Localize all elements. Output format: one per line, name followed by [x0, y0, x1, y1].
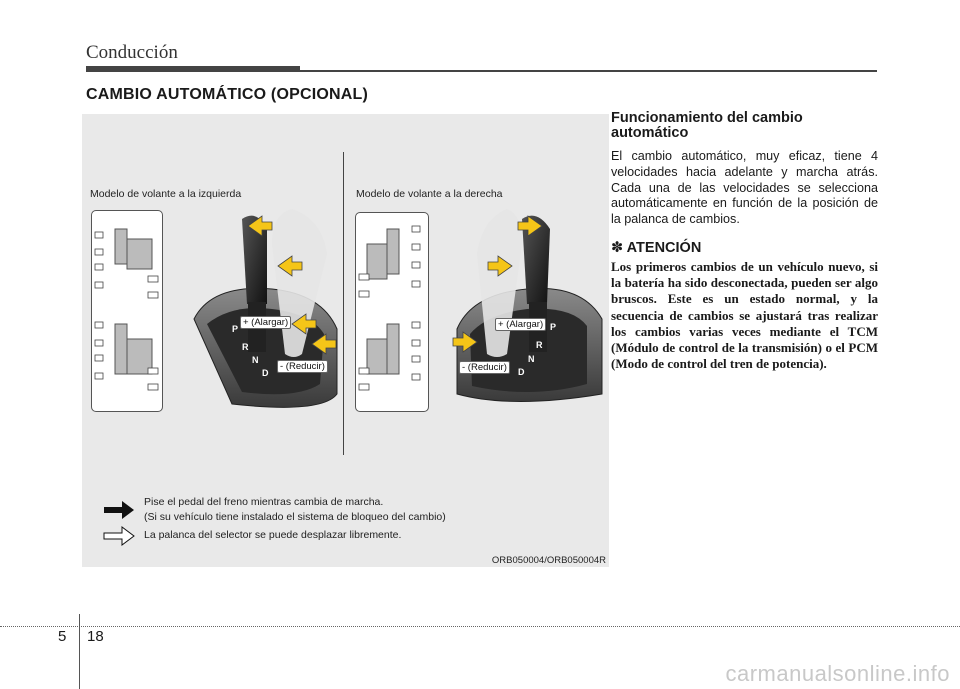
right-shift-down-label: - (Reducir): [459, 361, 510, 374]
right-gate-pattern-bottom: [367, 324, 399, 374]
header-rule-thin: [300, 70, 877, 72]
footer-divider: [79, 614, 80, 689]
left-gear-n: N: [252, 355, 259, 365]
right-gear-n: N: [528, 354, 535, 364]
right-shift-up-label: + (Alargar): [495, 318, 546, 331]
section-title: CAMBIO AUTOMÁTICO (OPCIONAL): [86, 86, 369, 103]
right-gear-r: R: [536, 340, 543, 350]
footer-rule: [0, 626, 960, 628]
right-gate-pattern-top: [367, 229, 399, 279]
left-gear-p: P: [232, 324, 239, 334]
figure-code: ORB050004/ORB050004R: [491, 555, 606, 566]
right-model-label: Modelo de volante a la derecha: [356, 188, 503, 200]
left-gate-pattern-top: [115, 229, 152, 269]
page-number: 18: [87, 628, 104, 645]
subsection-title: Funcionamiento del cambio automático: [611, 110, 803, 141]
left-gear-d: D: [262, 368, 269, 378]
watermark: carmanualsonline.info: [725, 661, 950, 686]
left-shift-down-label: - (Reducir): [277, 360, 328, 373]
caution-text: Los primeros cambios de un vehículo nuevo, si la batería ha sido desconectada, pueden ser algo bruscos. Este es un estado normal, y la secuencia de cambios se ajustará tras realizar los cambios varias veces mediante el TCM (Módulo de control de la transmisión) o el PCM (Modo de control del tren de potencia).: [611, 259, 878, 372]
left-gate-pattern-bottom: [115, 324, 152, 374]
page-header-title: Conducción: [86, 42, 178, 63]
caution-title: ✽ ATENCIÓN: [611, 240, 702, 256]
left-gear-r: R: [242, 342, 249, 352]
legend-outline-arrow: [104, 527, 134, 545]
left-shift-up-label: + (Alargar): [240, 316, 291, 329]
legend-solid-arrow: [104, 501, 134, 519]
left-model-label: Modelo de volante a la izquierda: [90, 188, 242, 200]
legend-outline-text: La palanca del selector se puede desplazar libremente.: [144, 529, 402, 541]
right-gear-p: P: [550, 322, 557, 332]
right-gear-d: D: [518, 367, 525, 377]
header-rule-thick: [86, 66, 300, 72]
section-number: 5: [58, 628, 67, 645]
body-paragraph: El cambio automático, muy eficaz, tiene 4 velocidades hacia adelante y marcha atrás. Cada una de las velocidades se selecciona automáticamente en función de la posición de la palanca de cambios.: [611, 149, 878, 227]
legend-solid-line1: Pise el pedal del freno mientras cambia de marcha.: [144, 496, 384, 508]
legend-solid-line2: (Si su vehículo tiene instalado el sistema de bloqueo del cambio): [144, 511, 446, 523]
